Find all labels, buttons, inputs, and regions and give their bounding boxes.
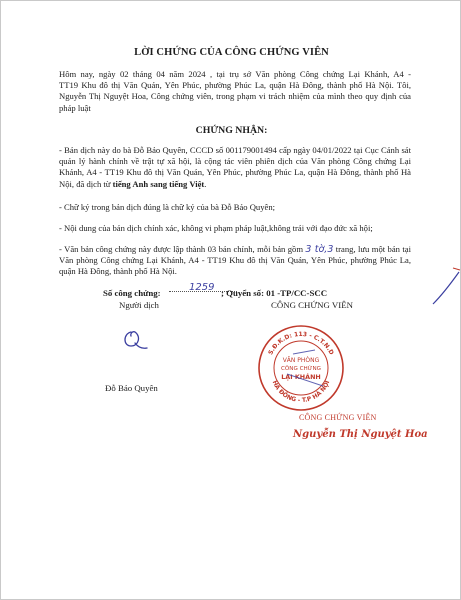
margin-stamp-fragment-icon	[431, 266, 461, 306]
intro-line-1: Hôm nay, ngày 02 tháng 04 năm 2024 , tại trụ sở Văn phòng Công chứng Lại Khánh, A4 -	[59, 69, 411, 79]
item-language: tiếng Anh sang tiếng Việt	[112, 178, 205, 189]
translator-signature-icon	[117, 316, 157, 356]
notary-seal-icon	[257, 324, 345, 412]
translator-label: Người dịch	[119, 300, 159, 310]
registration-label: Số công chứng:	[103, 288, 161, 298]
item-translator-text: - Bản dịch này do bà Đỗ Bảo Quyên, CCCD số 001179001494 cấp ngày 04/01/2022 tại Cục Cảnh sát quản lý hành chính về trật tự xã hội, là cộng tác viên phiên dịch của Văn phòng Công chứng Lại Khánh, A4 - TT19 Khu đô thị Văn Quán, Yên Phúc, phường Phúc La, quận Hà Đông, thành phố Hà Nội, đã dịch từ	[59, 145, 411, 189]
svg-text:LẠI KHÁNH: LẠI KHÁNH	[281, 373, 321, 381]
intro-paragraph	[59, 69, 411, 114]
notary-signature: Nguyễn Thị Nguyệt Hoa	[293, 429, 428, 440]
item-copies-b: trang, lưu một bản tại Văn phòng Công chứng Lại Khánh, A4 - TT19 Khu đô thị Văn Quán, Yên Phúc, phường Phúc La, quận Hà Đông, thành phố Hà Nội.	[59, 244, 411, 277]
registration-number: 1259	[189, 282, 215, 293]
copies-pages-handwritten: 3 tờ,3	[305, 244, 334, 255]
item-content: - Nội dung của bản dịch chính xác, không vi phạm pháp luật,không trái với đạo đức xã hội;	[59, 223, 373, 233]
svg-text:VĂN PHÒNG: VĂN PHÒNG	[282, 357, 320, 364]
svg-text:HÀ ĐÔNG - T.P HÀ NỘI: HÀ ĐÔNG - T.P HÀ NỘI	[270, 379, 332, 405]
certify-heading: CHỨNG NHẬN:	[195, 125, 268, 136]
item-copies-a: - Văn bản công chứng này được lập thành 03 bản chính, mỗi bản gồm	[59, 244, 306, 254]
svg-text:CÔNG CHỨNG: CÔNG CHỨNG	[280, 366, 322, 372]
notary-label: CÔNG CHỨNG VIÊN	[271, 300, 353, 310]
item-copies	[59, 244, 411, 278]
document-title: LỜI CHỨNG CỦA CÔNG CHỨNG VIÊN	[134, 47, 329, 58]
svg-text:S.Đ.K.D: 113 - C.T.N.D: S.Đ.K.D: 113 - C.T.N.D	[267, 330, 335, 357]
translator-name: Đỗ Bảo Quyên	[105, 383, 158, 393]
notary-stamp-title: CÔNG CHỨNG VIÊN	[299, 413, 377, 422]
intro-rest: TT19 Khu đô thị Văn Quán, Yên Phúc, phường Phúc La, quận Hà Đông, thành phố Hà Nội. Tôi, Nguyễn Thị Nguyệt Hoa, Công chứng viên, trong phạm vi trách nhiệm của mình theo quy định của pháp luật	[59, 80, 411, 113]
registration-volume: ; Quyển số: 01 -TP/CC-SCC	[221, 288, 328, 298]
registration-line	[103, 282, 328, 298]
item-translator-end: .	[204, 178, 207, 189]
item-signature: - Chữ ký trong bản dịch đúng là chữ ký của bà Đỗ Bảo Quyên;	[59, 202, 275, 212]
item-translator	[59, 145, 411, 190]
